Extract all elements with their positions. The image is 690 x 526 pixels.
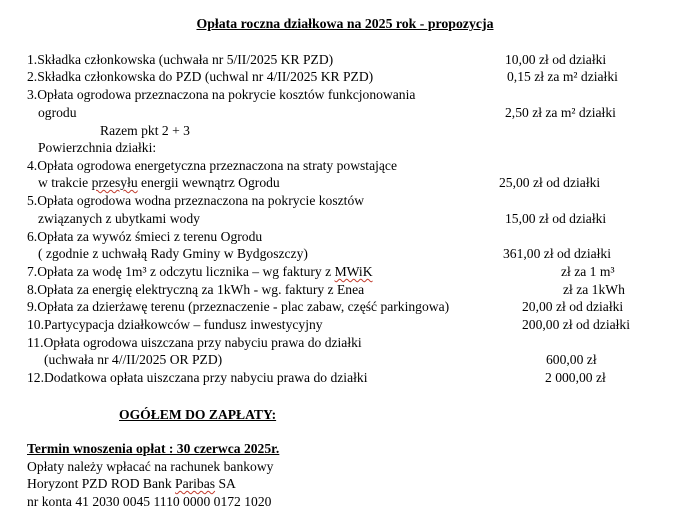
fee-label-part: energii wewnątrz Ogrodu bbox=[137, 175, 280, 190]
fee-label: 6.Opłata za wywóz śmieci z terenu Ogrodu bbox=[27, 229, 263, 244]
fee-amount: 361,00 zł od działki bbox=[503, 246, 611, 261]
fee-amount: 15,00 zł od działki bbox=[505, 211, 607, 226]
fee-label: (uchwała nr 4//II/2025 OR PZD) bbox=[44, 352, 223, 367]
fee-label-part: przesyłu bbox=[91, 175, 138, 190]
fee-row bbox=[0, 281, 690, 299]
fee-label: 3.Opłata ogrodowa przeznaczona na pokrycie kosztów funkcjonowania bbox=[27, 87, 416, 102]
fee-label: 5.Opłata ogrodowa wodna przeznaczona na pokrycie kosztów bbox=[27, 193, 365, 208]
fee-row bbox=[0, 51, 690, 69]
fee-row bbox=[0, 192, 690, 210]
fee-row bbox=[0, 174, 690, 192]
fee-amount: 10,00 zł od działki bbox=[505, 52, 607, 67]
fee-label: ogrodu bbox=[38, 105, 77, 120]
fee-label: 8.Opłata za energię elektryczną za 1kWh - wg. faktury z Enea bbox=[27, 282, 365, 297]
fee-label: Razem pkt 2 + 3 bbox=[100, 123, 190, 138]
bank-name-part: Horyzont PZD ROD Bank bbox=[27, 476, 176, 491]
fee-label-part: MWiK bbox=[334, 264, 373, 279]
fee-label: 12.Dodatkowa opłata uiszczana przy nabyciu prawa do działki bbox=[27, 370, 368, 385]
fee-amount: 25,00 zł od działki bbox=[499, 175, 601, 190]
bank-name-part: SA bbox=[215, 476, 236, 491]
fee-amount: 2,50 zł za m² działki bbox=[505, 105, 616, 120]
bank-account-number: nr konta 41 2030 0045 1110 0000 0172 1020 bbox=[27, 494, 272, 509]
fee-label: 4.Opłata ogrodowa energetyczna przeznaczona na straty powstające bbox=[27, 158, 397, 173]
fee-row bbox=[0, 228, 690, 246]
fee-label: 10.Partycypacja działkowców – fundusz inwestycyjny bbox=[27, 317, 323, 332]
fee-row bbox=[0, 298, 690, 316]
fee-label: ( zgodnie z uchwałą Rady Gminy w Bydgoszczy) bbox=[38, 246, 308, 261]
bank-name-part: Paribas bbox=[175, 476, 216, 491]
fee-row bbox=[0, 157, 690, 175]
fee-amount: 2 000,00 zł bbox=[545, 370, 606, 385]
fee-row bbox=[0, 86, 690, 104]
payment-instruction: Opłaty należy wpłacać na rachunek bankowy bbox=[27, 459, 274, 474]
fee-row bbox=[0, 351, 690, 369]
fee-amount: zł za 1 m³ bbox=[561, 264, 615, 279]
fee-label: 1.Składka członkowska (uchwała nr 5/II/2025 KR PZD) bbox=[27, 52, 334, 67]
fee-amount: 600,00 zł bbox=[546, 352, 597, 367]
fee-amount: 0,15 zł za m² działki bbox=[507, 69, 618, 84]
fee-label bbox=[38, 174, 280, 191]
fee-row bbox=[0, 316, 690, 334]
fee-row bbox=[0, 68, 690, 86]
fee-amount: zł za 1kWh bbox=[563, 282, 625, 297]
fee-row bbox=[0, 334, 690, 352]
document-title: Opłata roczna działkowa na 2025 rok - propozycja bbox=[196, 16, 494, 31]
fee-label: 9.Opłata za dzierżawę terenu (przeznaczenie - plac zabaw, część parkingowa) bbox=[27, 299, 450, 314]
fee-row bbox=[0, 263, 690, 281]
fee-label: 11.Opłata ogrodowa uiszczana przy nabyciu prawa do działki bbox=[27, 335, 362, 350]
total-heading: OGÓŁEM DO ZAPŁATY: bbox=[119, 407, 277, 422]
fee-label bbox=[27, 263, 373, 280]
bank-name bbox=[27, 475, 236, 492]
fee-row bbox=[0, 245, 690, 263]
fee-row bbox=[0, 210, 690, 228]
fee-amount: 20,00 zł od działki bbox=[522, 299, 624, 314]
fee-amount: 200,00 zł od działki bbox=[522, 317, 630, 332]
fee-label-part: 7.Opłata za wodę 1m³ z odczytu licznika – wg faktury z bbox=[27, 264, 335, 279]
fee-label: 2.Składka członkowska do PZD (uchwal nr 4/II/2025 KR PZD) bbox=[27, 69, 374, 84]
fee-row bbox=[0, 122, 690, 140]
fee-label: Powierzchnia działki: bbox=[38, 140, 157, 155]
fee-row bbox=[0, 139, 690, 157]
payment-deadline: Termin wnoszenia opłat : 30 czerwca 2025r. bbox=[27, 441, 280, 456]
fee-label-part: w trakcie bbox=[38, 175, 92, 190]
fee-row bbox=[0, 104, 690, 122]
fee-label: związanych z ubytkami wody bbox=[38, 211, 200, 226]
fee-row bbox=[0, 369, 690, 387]
